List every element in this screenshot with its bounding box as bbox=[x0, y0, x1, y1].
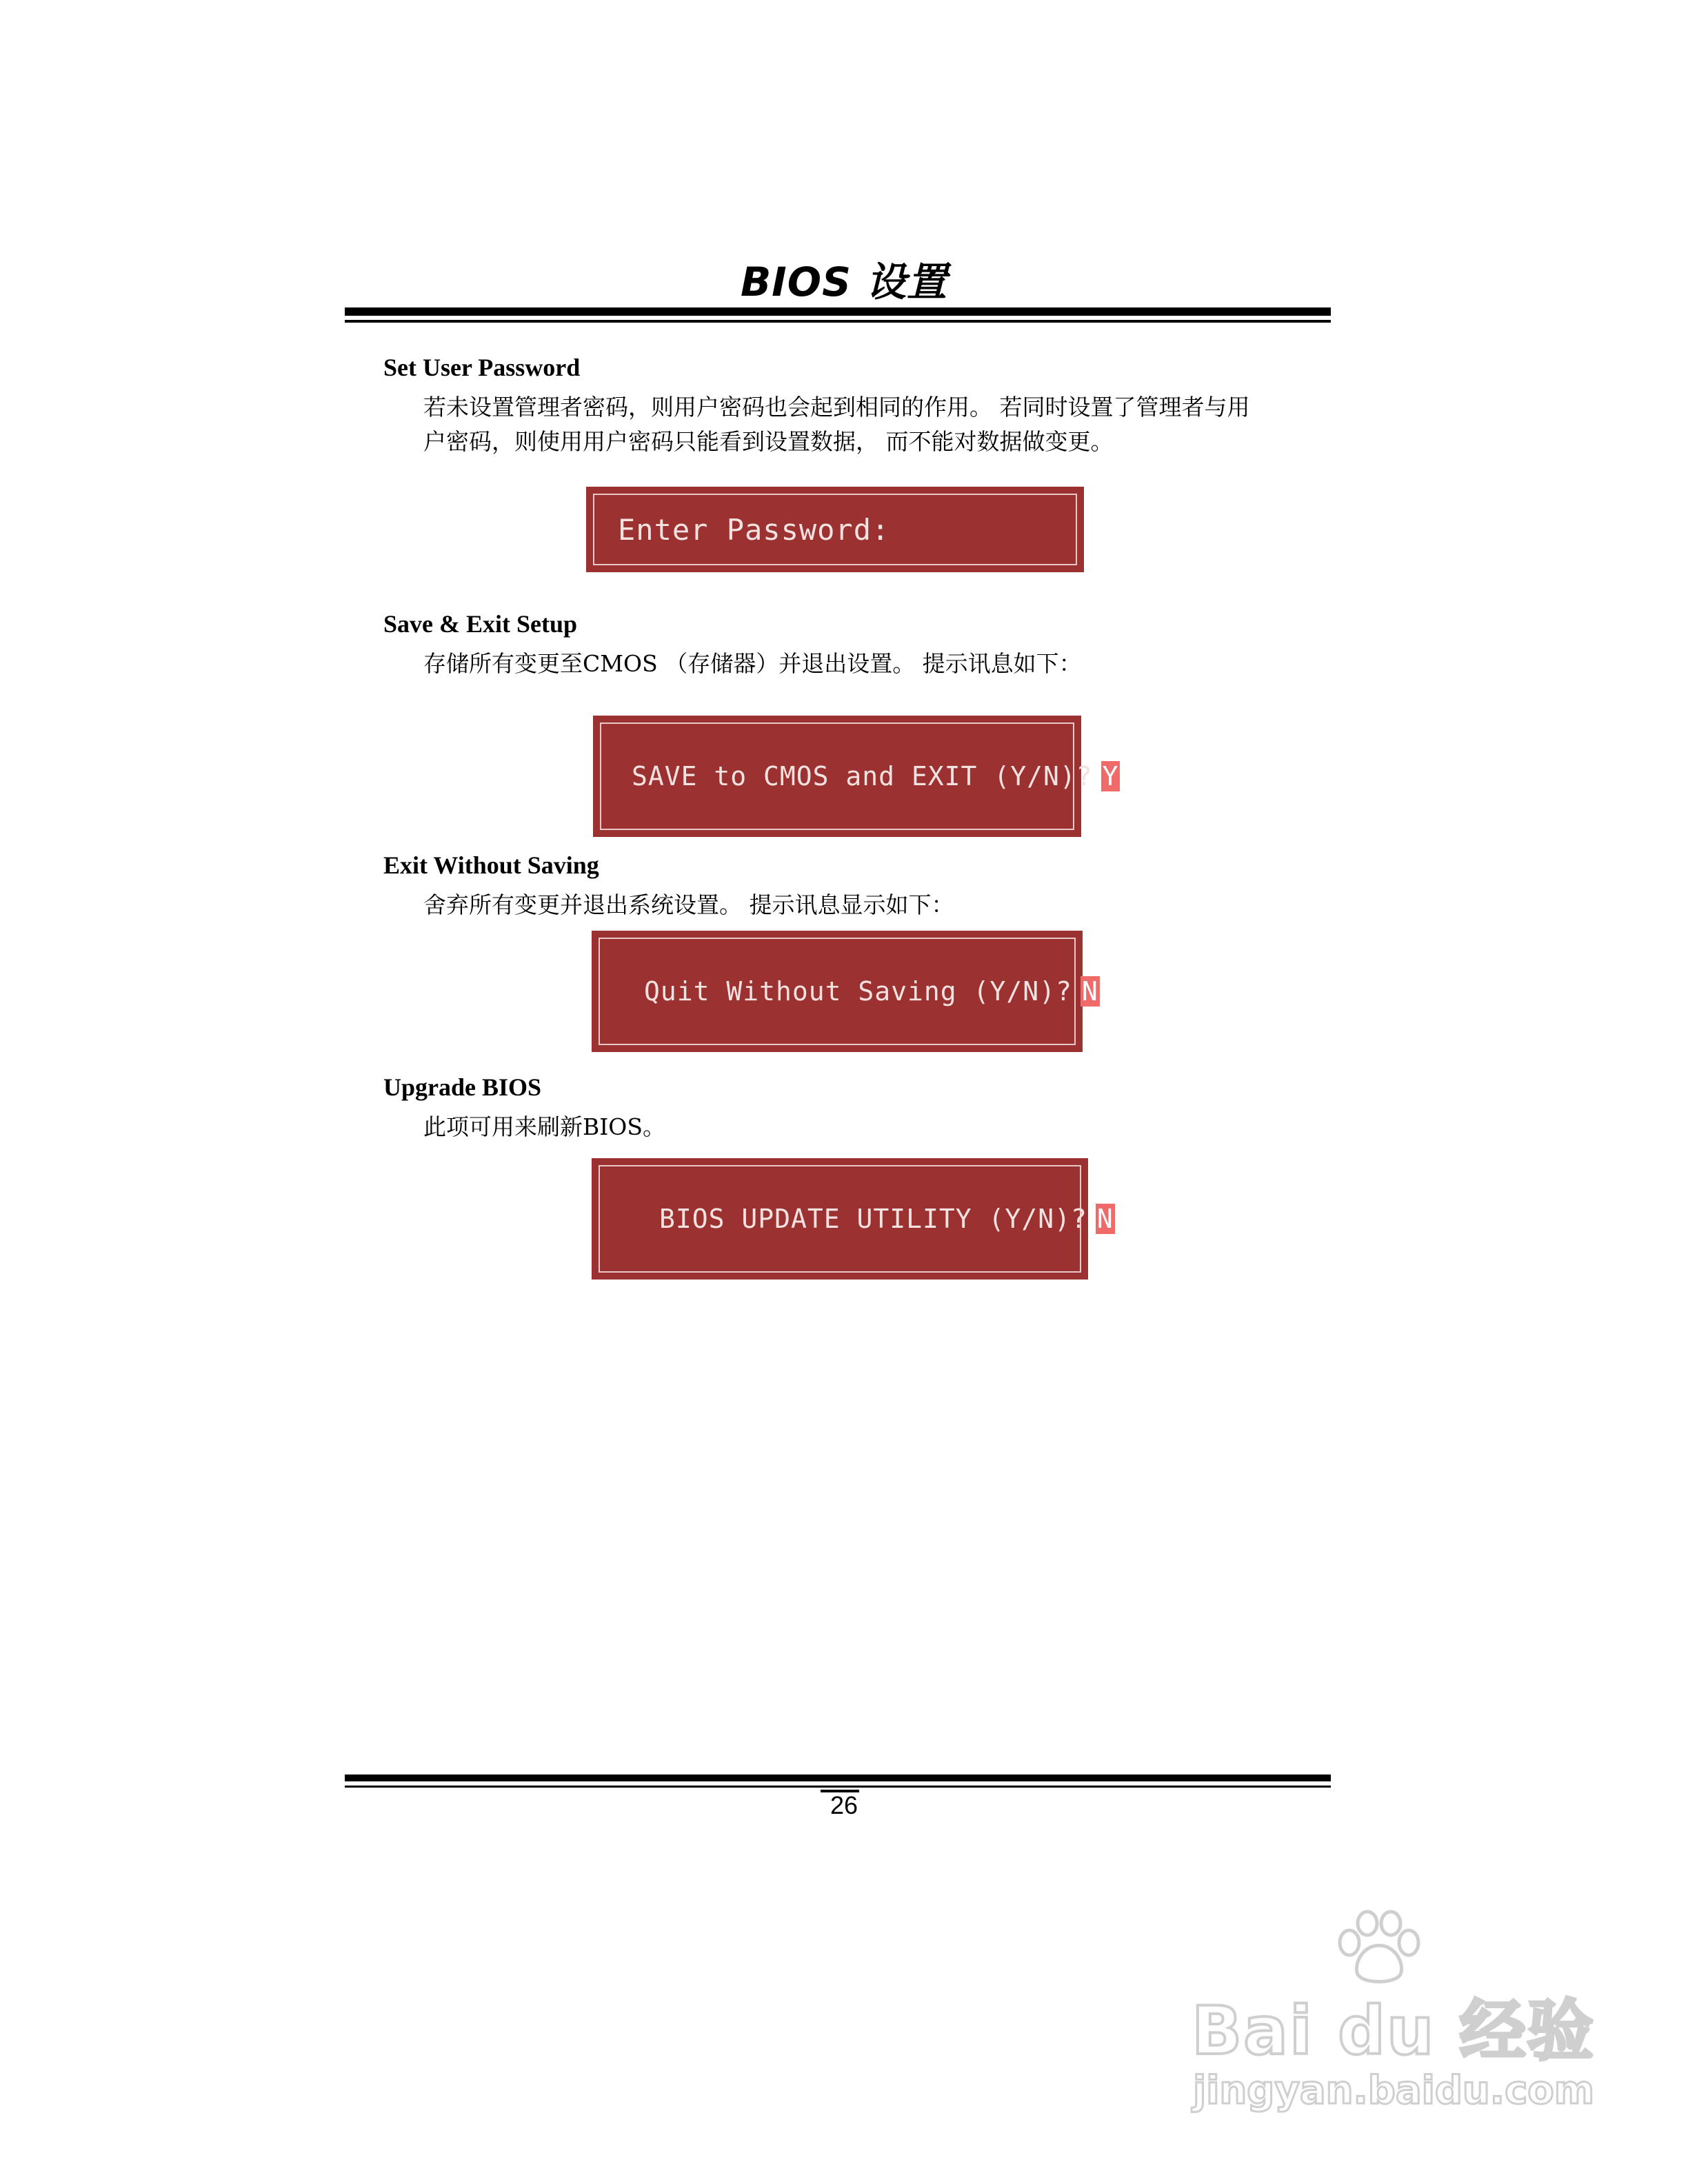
page-title: BIOS 设置 bbox=[740, 259, 948, 305]
text-upgrade-bios bbox=[423, 1110, 1340, 1144]
dialog-frame bbox=[593, 494, 1077, 565]
watermark-brand: Bai du 经验 bbox=[1192, 1992, 1595, 2070]
answer-cursor: N bbox=[1081, 976, 1098, 1007]
heading-save-exit: Save & Exit Setup bbox=[383, 610, 578, 638]
dialog-frame bbox=[599, 938, 1098, 1045]
text-line: 存储所有变更至CMOS （存储器）并退出设置。 提示讯息如下： bbox=[423, 650, 1082, 677]
dialog-frame bbox=[600, 722, 1119, 830]
dialog-frame bbox=[599, 1165, 1114, 1273]
text-set-user-password bbox=[423, 390, 1340, 459]
paw-icon bbox=[1334, 1910, 1424, 1985]
text-line: 户密码，则使用用户密码只能看到设置数据， 而不能对数据做变更。 bbox=[423, 428, 1114, 455]
password-dialog bbox=[586, 487, 1084, 572]
header-rule-thin bbox=[345, 320, 1331, 323]
bios-update-dialog bbox=[592, 1158, 1114, 1280]
footer-rule-thin bbox=[345, 1786, 1331, 1788]
page-number: 26 bbox=[830, 1791, 858, 1819]
quit-dialog bbox=[592, 931, 1098, 1052]
footer-rule-thick bbox=[345, 1775, 1331, 1781]
text-line: 此项可用来刷新BIOS。 bbox=[423, 1113, 665, 1140]
heading-upgrade-bios: Upgrade BIOS bbox=[383, 1073, 542, 1101]
password-prompt: Enter Password: bbox=[618, 512, 890, 547]
header-rule-thick bbox=[345, 307, 1331, 316]
quit-prompt: Quit Without Saving (Y/N)? bbox=[644, 976, 1072, 1007]
text-save-exit bbox=[423, 647, 1340, 681]
text-exit-without-saving bbox=[423, 888, 1340, 922]
heading-set-user-password: Set User Password bbox=[383, 354, 581, 381]
save-exit-dialog bbox=[593, 716, 1119, 837]
heading-exit-without-saving: Exit Without Saving bbox=[383, 851, 599, 879]
bios-update-prompt: BIOS UPDATE UTILITY (Y/N)? bbox=[659, 1204, 1087, 1234]
answer-cursor: Y bbox=[1102, 761, 1119, 791]
text-line: 舍弃所有变更并退出系统设置。 提示讯息显示如下： bbox=[423, 891, 954, 918]
save-exit-prompt: SAVE to CMOS and EXIT (Y/N)? bbox=[632, 761, 1093, 791]
text-line: 若未设置管理者密码，则用户密码也会起到相同的作用。 若同时设置了管理者与用 bbox=[423, 394, 1250, 421]
baidu-watermark bbox=[1186, 1910, 1595, 2144]
watermark-url: jingyan.baidu.com bbox=[1193, 2068, 1595, 2113]
answer-cursor: N bbox=[1096, 1204, 1114, 1234]
